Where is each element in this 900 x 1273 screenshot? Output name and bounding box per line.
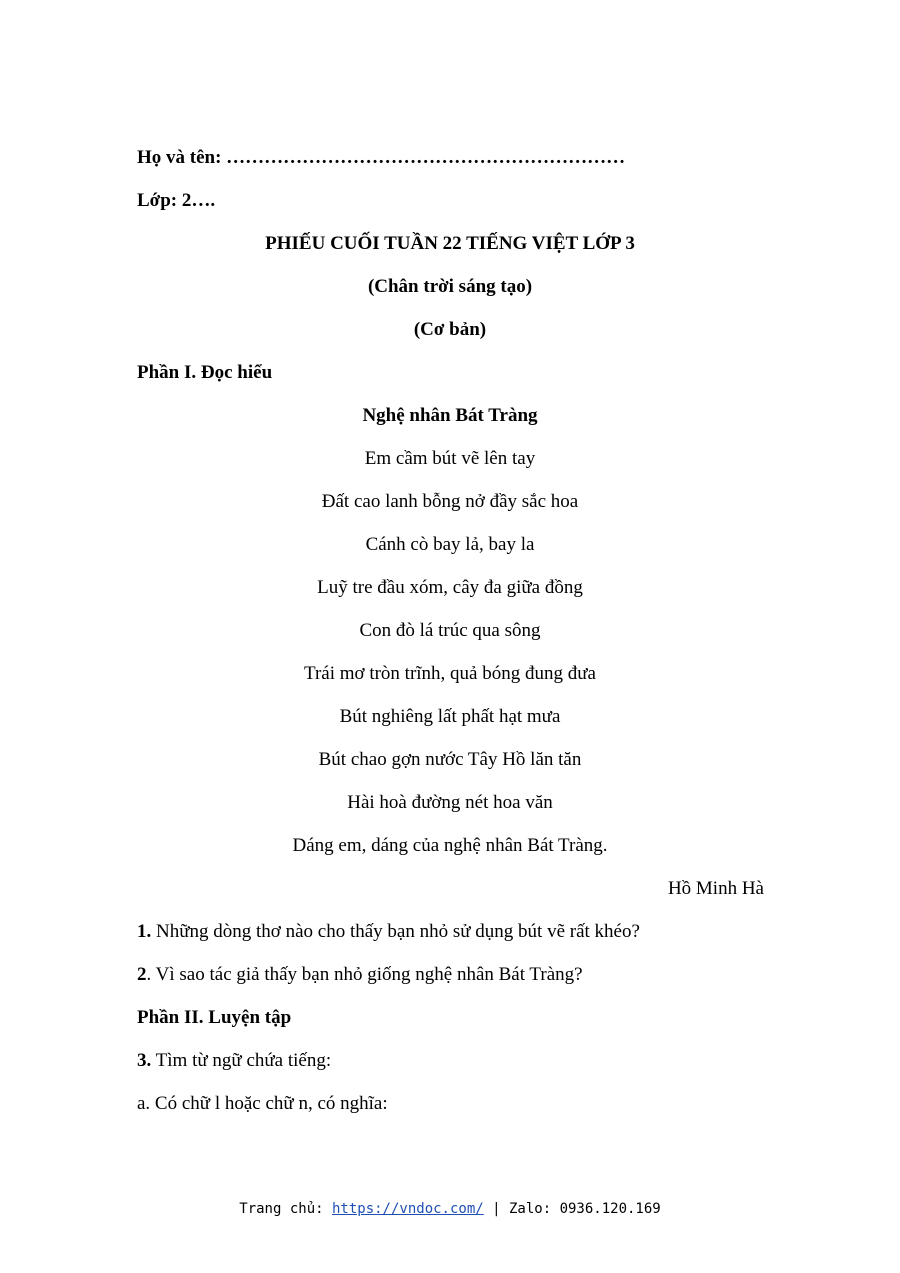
footer-home-link[interactable]: https://vndoc.com/ (331, 1201, 484, 1217)
worksheet-series: (Chân trời sáng tạo) (367, 276, 533, 297)
question-1 (137, 920, 640, 944)
question-text: Những dòng thơ nào cho thấy bạn nhỏ sử dụng bút vẽ rất khéo? (151, 921, 640, 942)
poem-line: Hài hoà đường nét hoa văn (347, 792, 553, 813)
worksheet-level: (Cơ bản) (413, 319, 487, 340)
poem-line: Đất cao lanh bỗng nở đầy sắc hoa (321, 491, 579, 512)
worksheet-title: PHIẾU CUỐI TUẦN 22 TIẾNG VIỆT LỚP 3 (265, 233, 635, 254)
footer-separator: | (483, 1201, 509, 1217)
student-name-line: Họ và tên: ……………………………………………………… (137, 147, 626, 168)
question-3 (137, 1049, 331, 1073)
question-2 (137, 963, 583, 987)
poem-line: Cánh cò bay lả, bay la (365, 534, 535, 555)
question-text: Tìm từ ngữ chứa tiếng: (151, 1050, 332, 1071)
question-number: 3. (137, 1050, 152, 1071)
poem-line: Bút nghiêng lất phất hạt mưa (339, 706, 561, 727)
page-footer (0, 1199, 900, 1219)
poem-title: Nghệ nhân Bát Tràng (362, 405, 538, 426)
poem-line: Bút chao gợn nước Tây Hồ lăn tăn (318, 749, 582, 770)
question-text: . Vì sao tác giả thấy bạn nhỏ giống nghệ nhân Bát Tràng? (146, 964, 583, 985)
part2-heading: Phần II. Luyện tập (137, 1007, 292, 1028)
footer-home-label: Trang chủ: (239, 1201, 332, 1217)
footer-zalo: Zalo: 0936.120.169 (509, 1201, 661, 1217)
poem-line: Luỹ tre đầu xóm, cây đa giữa đồng (317, 577, 583, 598)
poem-line: Con đò lá trúc qua sông (359, 620, 541, 641)
question-number: 1. (137, 921, 152, 942)
poem-author: Hồ Minh Hà (667, 878, 764, 899)
poem-line: Trái mơ tròn trĩnh, quả bóng đung đưa (304, 663, 596, 684)
question-number: 2 (137, 964, 147, 985)
class-line: Lớp: 2…. (137, 190, 216, 211)
poem-line: Em cầm bút vẽ lên tay (364, 448, 536, 469)
question-3a: a. Có chữ l hoặc chữ n, có nghĩa: (137, 1093, 388, 1114)
poem-line: Dáng em, dáng của nghệ nhân Bát Tràng. (292, 835, 608, 856)
part1-heading: Phần I. Đọc hiểu (137, 362, 273, 383)
